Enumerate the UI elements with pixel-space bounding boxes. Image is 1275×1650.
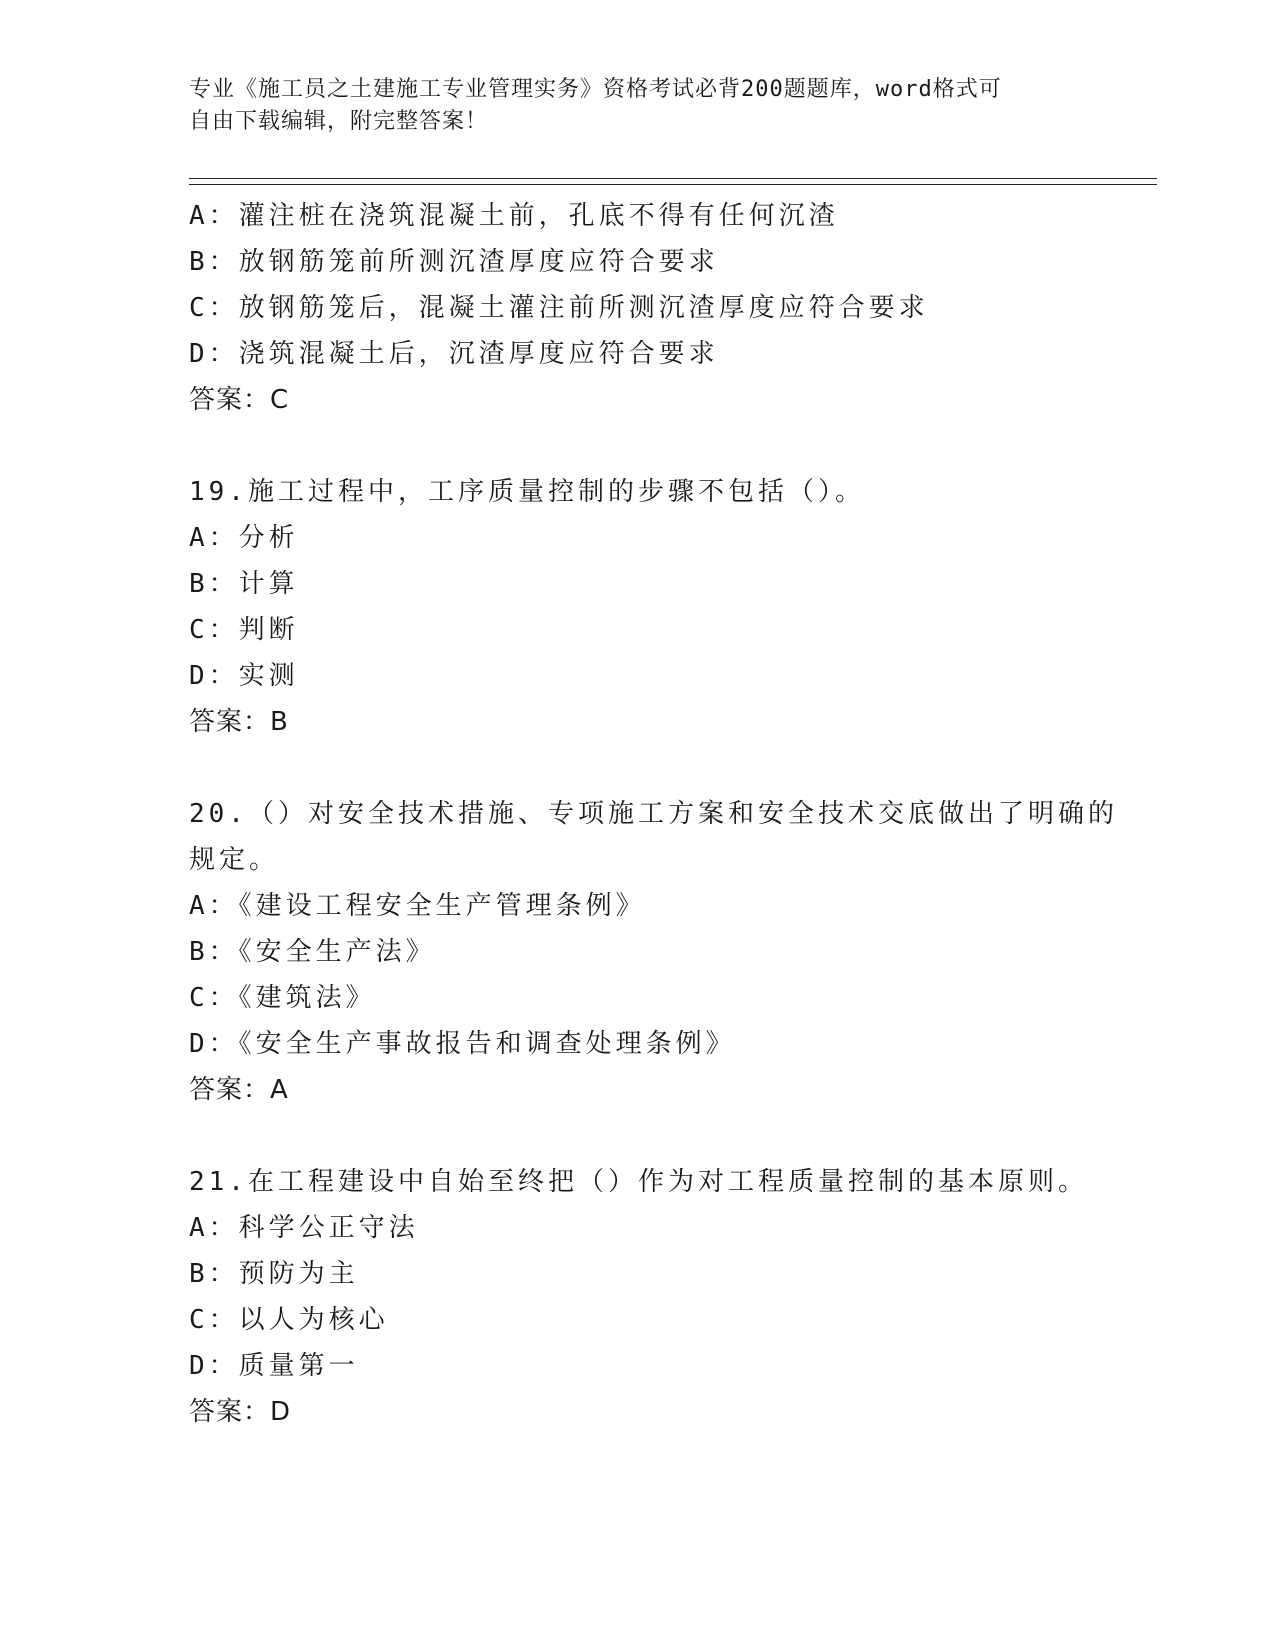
spacer (189, 745, 1129, 791)
header-divider-top (189, 178, 1157, 179)
question-19-option-b: B：计算 (189, 569, 299, 599)
question-21-stem: 21.在工程建设中自始至终把（）作为对工程质量控制的基本原则。 (189, 1167, 1088, 1197)
question-20-stem-line-2: 规定。 (189, 845, 280, 875)
header-divider-bottom (189, 184, 1157, 185)
header-title-line-2: 自由下载编辑，附完整答案！ (189, 109, 489, 134)
question-list (189, 193, 1129, 1435)
question-19-option-a: A：分析 (189, 523, 299, 553)
question-19-option-d: D：实测 (189, 661, 299, 691)
question-20-option-b: B：《安全生产法》 (189, 937, 436, 967)
question-18 (189, 193, 1129, 423)
question-20-option-c: C：《建筑法》 (189, 983, 376, 1013)
question-19-option-c: C：判断 (189, 615, 299, 645)
spacer (189, 423, 1129, 469)
question-18-option-c: C：放钢筋笼后，混凝土灌注前所测沉渣厚度应符合要求 (189, 293, 929, 323)
question-20 (189, 791, 1129, 1113)
question-21-option-a: A：科学公正守法 (189, 1213, 419, 1243)
question-19-stem: 19.施工过程中，工序质量控制的步骤不包括（）。 (189, 477, 865, 507)
header-title-line-1: 专业《施工员之土建施工专业管理实务》资格考试必背200题题库，word格式可 (189, 77, 1002, 102)
question-19-answer: 答案：B (189, 707, 289, 737)
question-20-answer: 答案：A (189, 1075, 289, 1105)
question-20-stem-line-1: 20.（）对安全技术措施、专项施工方案和安全技术交底做出了明确的 (189, 799, 1118, 829)
question-18-option-a: A：灌注桩在浇筑混凝土前，孔底不得有任何沉渣 (189, 201, 839, 231)
question-18-option-d: D：浇筑混凝土后，沉渣厚度应符合要求 (189, 339, 719, 369)
question-21-answer: 答案：D (189, 1397, 292, 1427)
question-21-option-c: C：以人为核心 (189, 1305, 389, 1335)
question-18-option-b: B：放钢筋笼前所测沉渣厚度应符合要求 (189, 247, 719, 277)
question-19 (189, 469, 1129, 745)
question-18-answer: 答案：C (189, 385, 290, 415)
spacer (189, 1113, 1129, 1159)
question-21-option-d: D：质量第一 (189, 1351, 359, 1381)
question-21-option-b: B：预防为主 (189, 1259, 359, 1289)
document-header (189, 74, 1089, 138)
question-21 (189, 1159, 1129, 1435)
question-20-option-d: D：《安全生产事故报告和调查处理条例》 (189, 1029, 736, 1059)
question-20-option-a: A：《建设工程安全生产管理条例》 (189, 891, 646, 921)
